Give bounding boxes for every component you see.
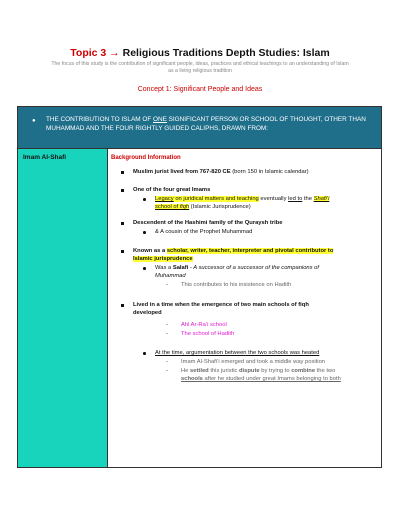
bullet-square-icon xyxy=(121,171,124,174)
list-item: At the time, argumentation between the two schools was heated xyxy=(155,350,320,356)
header-text: THE CONTRIBUTION TO ISLAM OF ONE SIGNIFICANT PERSON OR SCHOOL OF THOUGHT, OTHER THAN MUHAMMAD AND THE FOUR RIGHTLY GUIDED CALIPHS, DRAWN FROM: xyxy=(46,116,366,132)
list-item: Was a Salafi - A successor of a successor of the companions of xyxy=(155,265,320,271)
list-item-continued: school of fiqh (Islamic Jurisprudence) xyxy=(155,204,251,210)
info-cell xyxy=(108,149,381,467)
list-item-continued: Muhammad xyxy=(155,273,186,279)
list-item: Legacy on juridical matters and teaching eventually led to the Shafi’i xyxy=(155,196,330,202)
list-item-continued: Islamic jurisprudence xyxy=(133,256,193,262)
person-cell xyxy=(18,149,108,467)
dash-bullet: - xyxy=(166,368,168,374)
list-item: Descendent of the Hashimi family of the Quraysh tribe xyxy=(133,220,283,226)
bullet-dot-icon xyxy=(143,267,146,270)
title-text: Religious Traditions Depth Studies: Islam xyxy=(119,47,330,59)
list-item: One of the four great Imams xyxy=(133,187,211,193)
list-item: & A cousin of the Prophet Muhammad xyxy=(155,229,253,235)
list-item: Lived in a time when the emergence of two main schools of fiqh xyxy=(133,302,309,308)
dash-bullet: - xyxy=(166,282,168,288)
list-item: Muslim jurist lived from 767-820 CE (born 150 in Islamic calendar) xyxy=(133,169,309,175)
list-item-continued: developed xyxy=(133,310,162,316)
list-item: Imam Al-Shafi’i emerged and took a middle way position xyxy=(181,359,326,365)
topic-label: Topic 3 → xyxy=(70,47,120,59)
bullet-dot-icon xyxy=(143,352,146,355)
list-item: He settled this juristic dispute by trying to combine the two xyxy=(181,368,336,374)
bullet-dot-icon xyxy=(143,231,146,234)
list-item: Ahl Ar-Ra’i school xyxy=(181,322,227,328)
page-title xyxy=(0,47,400,59)
list-item-continued: schools after he studied under great Imams belonging to both xyxy=(181,376,341,382)
bullet-square-icon xyxy=(121,222,124,225)
background-title: Background Information xyxy=(111,155,181,161)
list-item: Known as a scholar, writer, teacher, interpreter and pivotal contributor to xyxy=(133,248,334,254)
bullet-square-icon xyxy=(121,304,124,307)
dash-bullet: - xyxy=(166,359,168,365)
person-name: Imam Al-Shafi xyxy=(23,154,67,161)
bullet-square-icon xyxy=(121,189,124,192)
bullet-dot-icon xyxy=(143,198,146,201)
dash-bullet: - xyxy=(166,322,168,328)
page-subtitle: The focus of this study is the contribution of significant people, ideas, practices and ethical teachings to an understanding of Islam as a living religious tradition xyxy=(51,61,349,74)
study-table xyxy=(17,106,382,468)
list-item: This contributes to his insistence on Hadith xyxy=(181,282,292,288)
table-header xyxy=(18,107,381,149)
header-one: ONE xyxy=(153,116,167,123)
list-item: The school of Hadith xyxy=(181,331,235,337)
dash-bullet: - xyxy=(166,331,168,337)
header-bullet-icon: ● xyxy=(32,118,36,124)
bullet-square-icon xyxy=(121,250,124,253)
concept-heading: Concept 1: Significant People and Ideas xyxy=(137,86,263,93)
